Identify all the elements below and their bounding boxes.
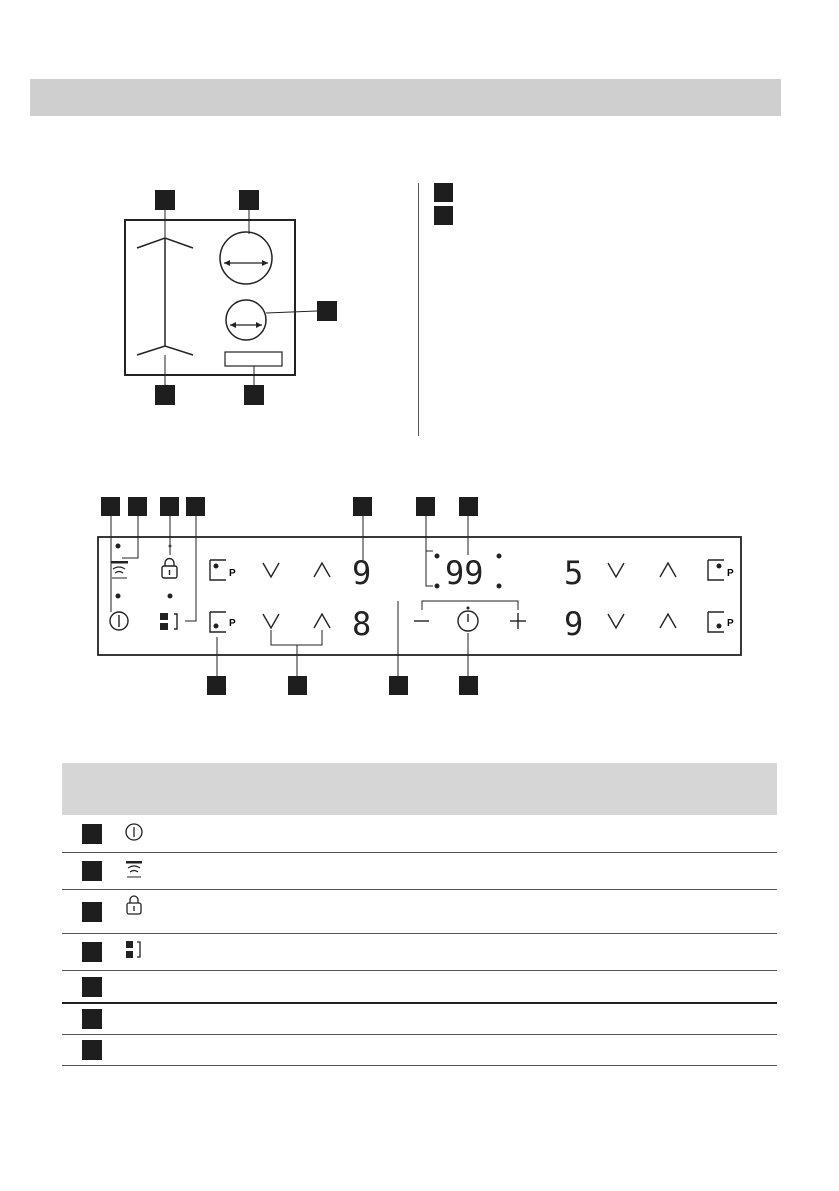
table-header — [62, 763, 777, 815]
row-marker-6 — [82, 1009, 102, 1029]
row-marker-3 — [82, 902, 102, 922]
svg-text:P: P — [229, 568, 236, 579]
plus-icon — [510, 613, 526, 629]
pause-key-top-left — [210, 560, 236, 580]
increase-chevron-icon — [314, 563, 330, 577]
hob2hood-icon — [111, 561, 128, 578]
decrease-chevron-icon — [608, 614, 624, 628]
row-marker-2 — [82, 861, 102, 881]
row-marker-5 — [82, 977, 102, 997]
lock-icon — [124, 895, 144, 915]
increase-chevron-icon — [314, 614, 330, 628]
decrease-chevron-icon — [608, 563, 624, 577]
hob2hood-icon — [124, 859, 144, 879]
lock-icon — [162, 559, 177, 579]
svg-text:P: P — [727, 568, 734, 579]
on-off-icon — [124, 822, 144, 842]
timer-indicator-dot — [435, 584, 440, 589]
svg-text:P: P — [727, 618, 734, 629]
decrease-chevron-icon — [263, 563, 279, 577]
row-marker-1 — [82, 824, 102, 844]
indicator-dot — [169, 545, 172, 548]
decrease-chevron-icon — [263, 614, 279, 628]
timer-indicator-dot — [497, 554, 502, 559]
table-row — [62, 1004, 777, 1035]
indicator-dot — [116, 594, 121, 599]
heat-display-right-bottom: 9 — [564, 605, 584, 643]
indicator-dot — [168, 594, 173, 599]
heat-display-left-bottom: 8 — [352, 605, 372, 643]
increase-chevron-icon — [660, 563, 676, 577]
timer-icon — [458, 607, 478, 632]
bridge-icon — [160, 613, 177, 630]
panel-outline — [98, 537, 741, 655]
table-row — [62, 1034, 777, 1066]
indicator-dot — [116, 544, 121, 549]
pause-key-bottom-right — [708, 612, 734, 632]
pause-key-top-right — [708, 560, 734, 580]
table-row — [62, 889, 777, 934]
row-marker-7 — [82, 1040, 102, 1060]
row-marker-4 — [82, 942, 102, 962]
heat-display-left-top: 9 — [352, 554, 372, 592]
timer-display: 99 — [445, 554, 484, 592]
increase-chevron-icon — [660, 614, 676, 628]
timer-indicator-dot — [435, 554, 440, 559]
table-row — [62, 815, 777, 853]
timer-indicator-dot — [497, 584, 502, 589]
bridge-icon — [124, 940, 144, 960]
on-off-icon — [110, 612, 128, 630]
table-row — [62, 970, 777, 1004]
heat-display-right-top: 5 — [564, 554, 584, 592]
pause-key-bottom-left — [210, 612, 236, 632]
svg-text:P: P — [229, 618, 236, 629]
table-row — [62, 852, 777, 890]
table-row — [62, 933, 777, 971]
